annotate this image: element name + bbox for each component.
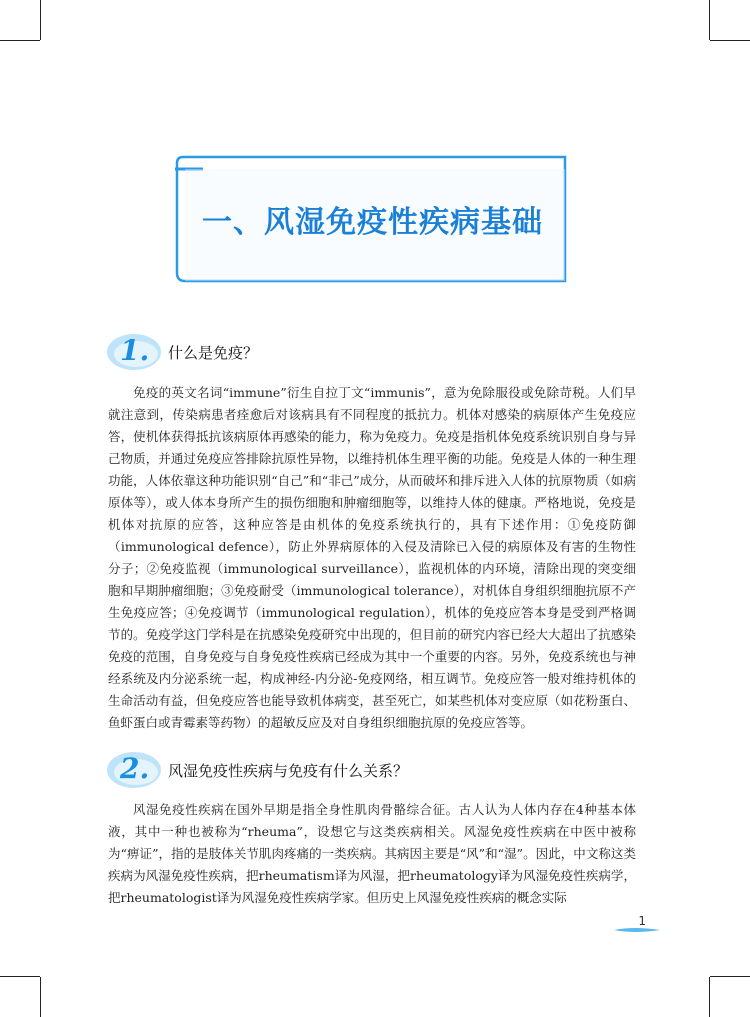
crop-mark-tl-h <box>0 40 40 41</box>
section-2-title: 风湿免疫性疾病与免疫有什么关系？ <box>168 761 409 780</box>
page-number: 1 <box>638 914 646 928</box>
crop-mark-tr-h <box>710 40 750 41</box>
section-1-badge <box>106 332 162 372</box>
chapter-title: 一、风湿免疫性疾病基础 <box>202 205 543 240</box>
crop-mark-br-h <box>710 976 750 977</box>
crop-mark-tr-v <box>709 0 710 40</box>
section-1-paragraph: 免疫的英文名词“immune”衍生自拉丁文“immunis”，意为免除服役或免除苛税。人们早就注意到，传染病患者痊愈后对该病具有不同程度的抵抗力。机体对感染的病原体产生免疫应答，使机体获得抵抗该病原体再感染的能力，称为免疫力。免疫是指机体免疫系统识别自身与异己物质，并通过免疫应答排除抗原性异物，以维持机体生理平衡的功能。免疫是人体的一种生理功能，人体依靠这种功能识别“自己”和“非己”成分，从而破坏和排斥进入人体的抗原物质（如病原体等），或人体本身所产生的损伤细胞和肿瘤细胞等，以维持人体的健康。严格地说，免疫是机体对抗原的应答，这种应答是由机体的免疫系统执行的，具有下述作用：①免疫防御（immunological defence），防止外界病原体的入侵及清除已入侵的病原体及有害的生物性分子；②免疫监视（immunological surveillance），监视机体的内环境，清除出现的突变细胞和早期肿瘤细胞；③免疫耐受（immunological tolerance），对机体自身组织细胞抗原不产生免疫应答；④免疫调节（immunological regulation），机体的免疫应答本身是受到严格调节的。免疫学这门学科是在抗感染免疫研究中出现的，但目前的研究内容已经大大超出了抗感染免疫的范围，自身免疫与自身免疫性疾病已经成为其中一个重要的内容。另外，免疫系统也与神经系统及内分泌系统一起，构成神经-内分泌-免疫网络，相互调节。免疫应答一般对维持机体的生命活动有益，但免疫应答也能导致机体病变，甚至死亡，如某些机体对变应原（如花粉蛋白、鱼虾蛋白或青霉素等药物）的超敏反应及对自身组织细胞抗原的免疫应答等。 <box>108 385 636 730</box>
section-1-number: 1. <box>120 334 150 367</box>
chapter-title-box <box>175 155 570 283</box>
crop-mark-br-v <box>709 977 710 1017</box>
section-2-heading <box>106 750 408 790</box>
page-number-bar <box>614 926 660 934</box>
section-1-title: 什么是免疫？ <box>168 343 259 362</box>
section-1-heading <box>106 332 258 372</box>
section-2-number: 2. <box>120 752 150 785</box>
crop-mark-bl-v <box>40 977 41 1017</box>
crop-mark-bl-h <box>0 976 40 977</box>
section-2-paragraph: 风湿免疫性疾病在国外早期是指全身性肌肉骨骼综合征。古人认为人体内存在4种基本体液，其中一种也被称为“rheuma”，设想它与这类疾病相关。风湿免疫性疾病在中医中被称为“痹证”，指的是肢体关节肌肉疼痛的一类疾病。其病因主要是“风”和“湿”。因此，中文称这类疾病为风湿免疫性疾病，把rheumatism译为风湿，把rheumatology译为风湿免疫性疾病学，把rheumatologist译为风湿免疫性疾病学家。但历史上风湿免疫性疾病的概念实际 <box>108 802 636 905</box>
section-2-badge <box>106 750 162 790</box>
crop-mark-tl-v <box>40 0 41 40</box>
